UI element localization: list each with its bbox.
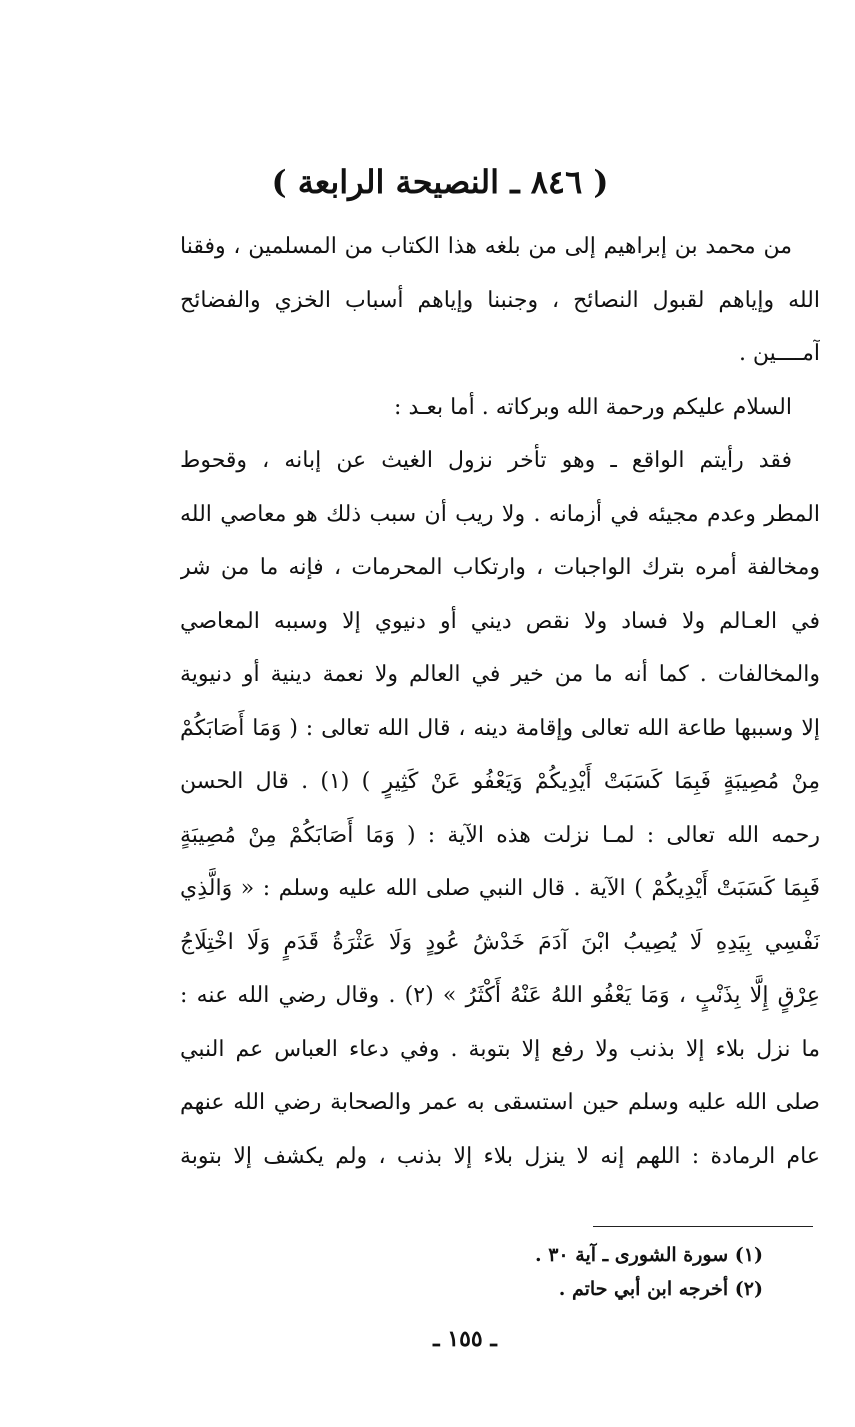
footnote-item: (٢) أخرجه ابن أبي حاتم .: [558, 1278, 763, 1300]
paragraph-body: [180, 434, 820, 1183]
page-number: ـ ١٥٥ ـ: [433, 1326, 497, 1352]
text-line: السلام عليكم ورحمة الله وبركاته . أما بعـد :: [394, 394, 792, 420]
text-line: عام الرمادة : اللهم إنه لا ينزل بلاء إلا بذنب ، ولم يكشف إلا بتوبة: [180, 1143, 820, 1169]
paragraph-greeting: [180, 381, 820, 435]
text-line: آمــــين .: [738, 341, 820, 366]
text-line: ما نزل بلاء إلا بذنب ولا رفع إلا بتوبة . وفي دعاء العباس عم النبي: [180, 1036, 820, 1062]
text-line: إلا وسببها طاعة الله تعالى وإقامة دينه ، قال الله تعالى : ( وَمَا أَصَابَكُمْ: [180, 715, 820, 741]
text-line: والمخالفات . كما أنه ما من خير في العالم ولا نعمة دينية أو دنيوية: [180, 662, 820, 687]
text-line: فَبِمَا كَسَبَتْ أَيْدِيكُمْ ) الآية . قال النبي صلى الله عليه وسلم : « وَالَّذِي: [180, 876, 820, 901]
text-line: عِرْقٍ إِلَّا بِذَنْبٍ ، وَمَا يَعْفُو اللهُ عَنْهُ أَكْثَرُ » (٢) . وقال رضي الله عنه :: [180, 983, 820, 1008]
footnote-item: (١) سورة الشورى ـ آية ٣٠ .: [534, 1244, 763, 1266]
text-line: نَفْسِي بِيَدِهِ لَا يُصِيبُ ابْنَ آدَمَ خَدْشُ عُودٍ وَلَا عَثْرَةُ قَدَمٍ وَلَا اخْتِلَاجُ: [180, 929, 820, 955]
page-title: ( ٨٤٦ ـ النصيحة الرابعة ): [271, 163, 609, 201]
text-line: رحمه الله تعالى : لمـا نزلت هذه الآية : ( وَمَا أَصَابَكُمْ مِنْ مُصِيبَةٍ: [180, 822, 820, 848]
text-line: في العـالم ولا فساد ولا نقص ديني أو دنيوي إلا وسببه المعاصي: [180, 608, 820, 634]
main-text: [180, 220, 820, 1183]
text-line: الله وإياهم لقبول النصائح ، وجنبنا وإياهم أسباب الخزي والفضائح: [180, 287, 820, 313]
text-line: من محمد بن إبراهيم إلى من بلغه هذا الكتاب من المسلمين ، وفقنا: [180, 234, 792, 259]
text-line: فقد رأيتم الواقع ـ وهو تأخر نزول الغيث عن إبانه ، وقحوط: [180, 448, 792, 473]
text-line: صلى الله عليه وسلم حين استسقى به عمر والصحابة رضي الله عنهم: [180, 1090, 820, 1115]
text-line: ومخالفة أمره بترك الواجبات ، وارتكاب المحرمات ، فإنه ما من شر: [180, 555, 820, 580]
text-line: المطر وعدم مجيئه في أزمانه . ولا ريب أن سبب ذلك هو معاصي الله: [180, 501, 820, 527]
text-line: مِنْ مُصِيبَةٍ فَبِمَا كَسَبَتْ أَيْدِيكُمْ وَيَعْفُو عَنْ كَثِيرٍ ) (١) . قال الحسن: [180, 769, 820, 794]
footnotes: [363, 1238, 763, 1306]
paragraph-address: [180, 220, 820, 381]
footnote-divider: [593, 1226, 813, 1227]
